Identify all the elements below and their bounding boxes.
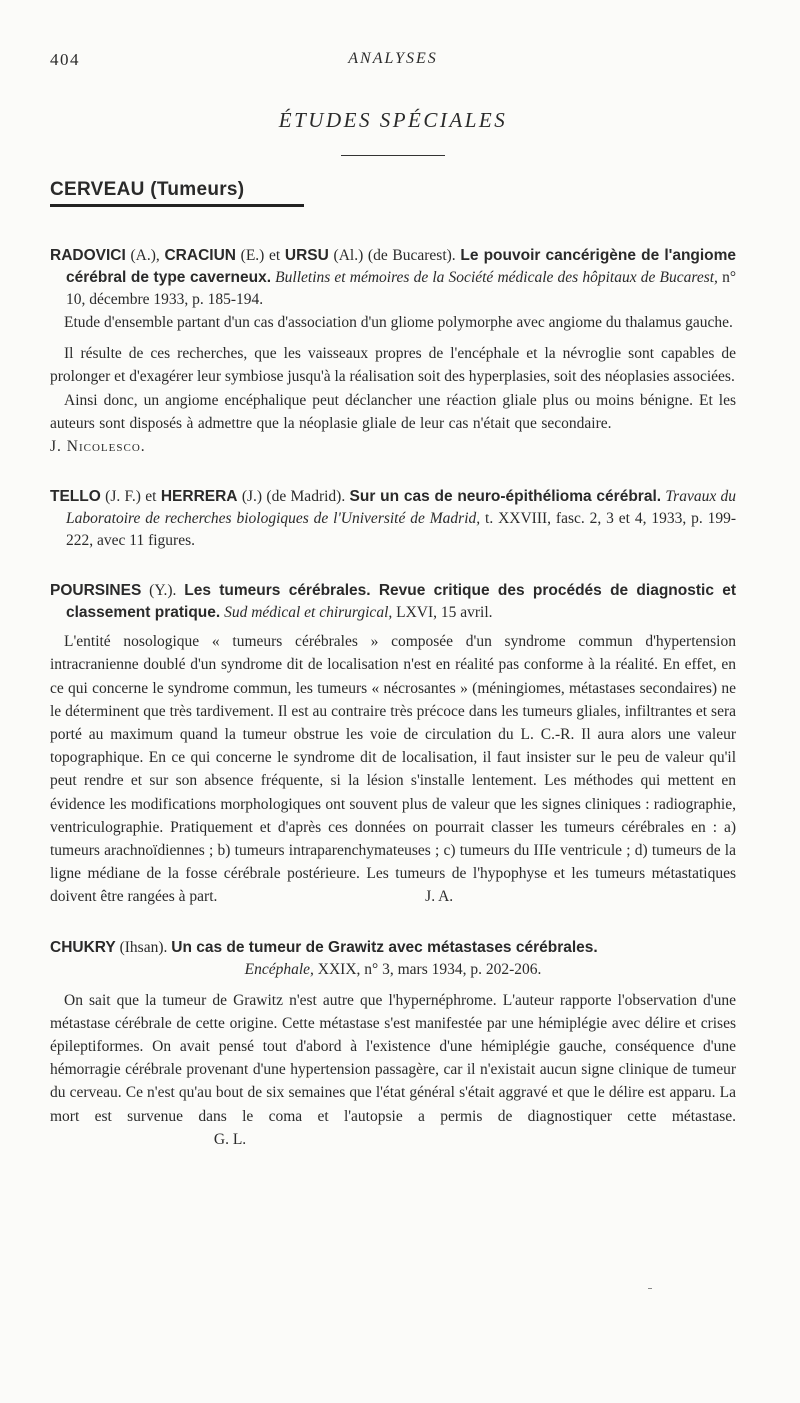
author-initials: (Al.) (de Bucarest). — [333, 247, 456, 264]
abstract-entry — [50, 937, 736, 1151]
article-title: Les tumeurs cérébrales. Revue critique des procédés de diagnostic et classement pratique. — [66, 582, 736, 622]
subsection-title: CERVEAU (Tumeurs) — [50, 179, 245, 200]
abstract-paragraph — [50, 989, 736, 1151]
abstract-paragraph-text: Ainsi donc, un angiome encéphalique peut déclancher une réaction gliale plus ou moins bénigne. Et les auteurs sont disposés à admettre que la néoplasie gliale de leur cas n'était que secondaire. — [50, 391, 736, 432]
author-name: RADOVICI — [50, 247, 126, 264]
author-name: CHUKRY — [50, 938, 116, 956]
abstract-paragraph — [50, 389, 736, 459]
author-initials: (E.) et — [240, 247, 281, 264]
abstract-entry — [50, 486, 736, 552]
subsection-underline — [50, 204, 304, 207]
running-title: ANALYSES — [348, 50, 438, 67]
section-title: ÉTUDES SPÉCIALES — [278, 108, 508, 132]
journal-page — [50, 50, 736, 1151]
journal-name: Travaux du Laboratoire de recherches biologiques de l'Université de Madrid, — [66, 488, 737, 528]
article-title: Sur un cas de neuro-épithélioma cérébral. — [349, 488, 662, 506]
author-name: CRACIUN — [164, 247, 236, 264]
author-initials: (Y.). — [149, 582, 177, 600]
citation-details: XXIX, n° 3, mars 1934, p. 202-206. — [317, 960, 542, 978]
article-title: Un cas de tumeur de Grawitz avec métastases cérébrales. — [171, 938, 598, 956]
author-initials: (A.), — [130, 247, 160, 264]
citation-details: n° 10, décembre 1933, p. 185-194. — [66, 269, 737, 308]
citation-details: t. XXVIII, fasc. 2, 3 et 4, 1933, p. 199-222, avec 11 figures. — [66, 510, 736, 550]
reference — [50, 486, 736, 552]
reviewer-signature: J. Nicolesco. — [50, 438, 146, 456]
abstract-paragraph: Etude d'ensemble partant d'un cas d'association d'un gliome polymorphe avec angiome du thalamus gauche. — [64, 314, 733, 331]
author-name: URSU — [284, 247, 329, 264]
journal-name: Bulletins et mémoires de la Société médicale des hôpitaux de Bucarest, — [275, 269, 718, 286]
abstract-entry — [50, 580, 736, 908]
abstract-paragraph-text: L'entité nosologique « tumeurs cérébrales » composée d'un syndrome commun d'hypertension intracranienne doublé d'un syndrome dit de localisation n'est en réalité pas conforme à la réalité. En effet, en ce qui concerne le syndrome commun, les tumeurs « nécrosantes » (méningiomes, métastases secondaires) ne le déterminent que très tardivement. Il est au contraire très précoce dans les tumeurs gliales, infiltrantes et sera porté au maximum quand la tumeur obstrue les voie de circulation du L. C.-R. Il aura alors une valeur topographique. En ce qui concerne le syndrome dit de localisation, il faut insister sur le peu de valeur qu'il peut rendre et sur son absence fréquente, si la lésion s'installe lentement. Les méthodes qui mettent en évidence les modifications morphologiques ont souvent plus de valeur que les signes cliniques : radiographie, ventriculographie. Pratiquement et d'après ces données on pourrait classer les tumeurs cérébrales en : a) tumeurs arachnoïdiennes ; b) tumeurs intraparenchymateuses ; c) tumeurs du IIIe ventricule ; d) tumeurs de la ligne médiane de la fosse cérébrale postérieure. Les tumeurs de l'hypophyse et les tumeurs métastatiques doivent être rangées à part. — [50, 633, 736, 906]
author-name: TELLO — [50, 488, 101, 506]
author-initials: (J. F.) et — [105, 488, 157, 506]
abstract-entry — [50, 245, 736, 458]
reference — [50, 580, 736, 624]
author-initials: (Ihsan). — [119, 938, 168, 956]
abstract-paragraph-text: On sait que la tumeur de Grawitz n'est autre que l'hypernéphrome. L'auteur rapporte l'observation d'une métastase cérébrale de cette origine. Cette métastase s'est manifestée par une hémiplégie avec délire et crises épileptiformes. On avait pensé tout d'abord à l'existence d'une hémiplégie gauche, conséquence d'une hémorragie cérébrale provenant d'une hypertension passagère, car il n'existait aucun signe clinique de tumeur du cerveau. Ce n'est qu'au bout de six semaines que l'état général s'était aggravé et que le délire est apparu. La mort est survenue dans le coma et l'autopsie a permis de diagnostiquer cette métastase. — [50, 991, 736, 1125]
running-head — [50, 50, 736, 74]
journal-name: Encéphale, — [244, 960, 314, 978]
print-speck — [648, 1288, 652, 1289]
section-divider — [341, 155, 445, 156]
article-title: Le pouvoir cancérigène de l'angiome cérébral de type caverneux. — [66, 247, 737, 286]
page-number: 404 — [50, 50, 80, 69]
abstract-paragraph — [50, 630, 736, 908]
abstract-paragraph: Il résulte de ces recherches, que les vaisseaux propres de l'encéphale et la névroglie sont capables de prolonger et d'exagérer leur symbiose jusqu'à la réalisation soit des hyperplasies, soit des néoplasies associées. — [50, 345, 736, 386]
citation-details: LXVI, 15 avril. — [396, 604, 493, 622]
reference — [50, 937, 736, 981]
author-initials: (J.) (de Madrid). — [241, 488, 346, 506]
author-name: HERRERA — [160, 488, 238, 506]
reviewer-signature: J. A. — [425, 888, 454, 906]
reference — [50, 245, 736, 311]
author-name: POURSINES — [50, 582, 142, 600]
journal-name: Sud médical et chirurgical, — [224, 604, 393, 622]
reviewer-signature: G. L. — [213, 1130, 247, 1148]
